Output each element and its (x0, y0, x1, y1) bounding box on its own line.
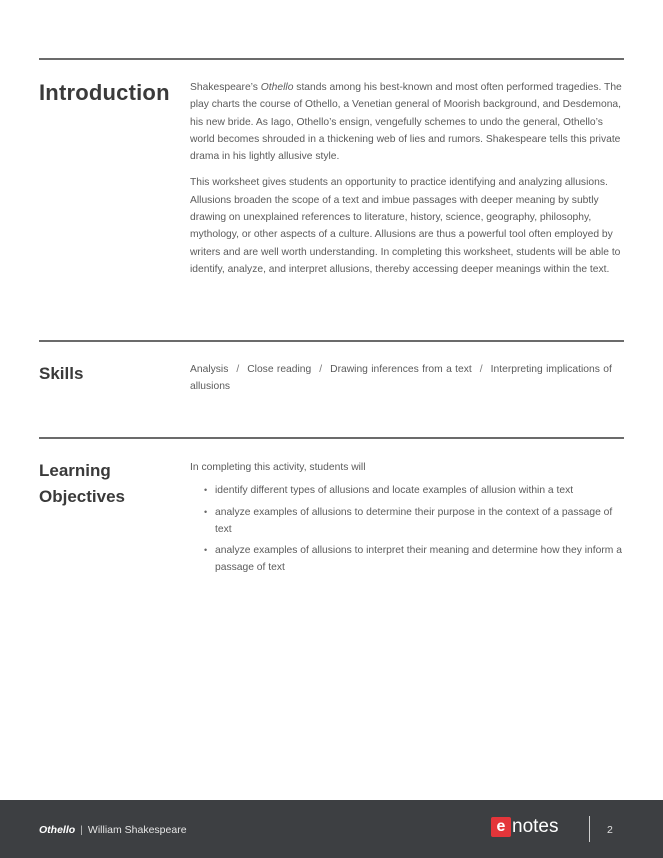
bullet-icon: • (204, 545, 208, 556)
introduction-paragraph-1: Shakespeare’s Othello stands among his best-known and most often performed tragedies. The play charts the course of Othello, a Venetian general of Moorish background, and Desdemona, his new bride. As Iago, Othello’s ensign, vengefully schemes to undo the general, Othello’s world becomes shrouded in a thickening web of lies and rumors. Shakespeare tells this private drama in his lightly allusive style. (190, 82, 622, 163)
list-item: • analyze examples of allusions to interpret their meaning and determine how they inform a passage of text (190, 542, 624, 577)
footer-author: William Shakespeare (87, 824, 187, 836)
skill-item: Interpreting implications of allusions (190, 364, 612, 393)
skills-list (190, 361, 624, 396)
objectives-heading: Learning Objectives (39, 461, 125, 506)
page-footer (0, 800, 663, 858)
page-number: 2 (607, 824, 613, 836)
objectives-list (190, 482, 624, 576)
section-divider-objectives (39, 437, 624, 439)
skill-item: Drawing inferences from a text (330, 364, 472, 375)
introduction-body (190, 79, 624, 287)
skill-separator: / (319, 364, 323, 375)
play-title: Othello (260, 82, 294, 93)
introduction-heading: Introduction (39, 80, 170, 105)
section-divider-top (39, 58, 624, 60)
section-divider-skills (39, 340, 624, 342)
bullet-icon: • (204, 485, 208, 496)
introduction-paragraph-2: This worksheet gives students an opportunity to practice identifying and analyzing allusions. Allusions broaden the scope of a text and imbue passages with deeper meaning by subtly drawing on unexplained references to literature, history, science, geography, philosophy, mythology, or other aspects of a culture. Allusions are thus a powerful tool often employed by writers and are well worth understanding. In completing this worksheet, students will be able to identify, analyze, and interpret allusions, thereby accessing deeper meanings within the text. (190, 177, 621, 275)
skill-item: Analysis (190, 364, 229, 375)
objectives-body (190, 459, 624, 581)
skill-item: Close reading (247, 364, 312, 375)
enotes-logo-icon: e (491, 817, 511, 837)
footer-title: Othello | William Shakespeare (39, 824, 187, 836)
skill-separator: / (479, 364, 483, 375)
objectives-intro: In completing this activity, students will (190, 462, 366, 473)
list-item: • identify different types of allusions and locate examples of allusion within a text (190, 482, 624, 499)
skill-separator: / (236, 364, 240, 375)
enotes-logo-word: notes (512, 816, 559, 837)
footer-divider (589, 816, 590, 842)
list-item: • analyze examples of allusions to determine their purpose in the context of a passage of text (190, 504, 624, 539)
enotes-logo[interactable] (491, 817, 558, 839)
footer-book-title: Othello (39, 824, 76, 836)
skills-heading: Skills (39, 364, 84, 383)
bullet-icon: • (204, 506, 208, 517)
